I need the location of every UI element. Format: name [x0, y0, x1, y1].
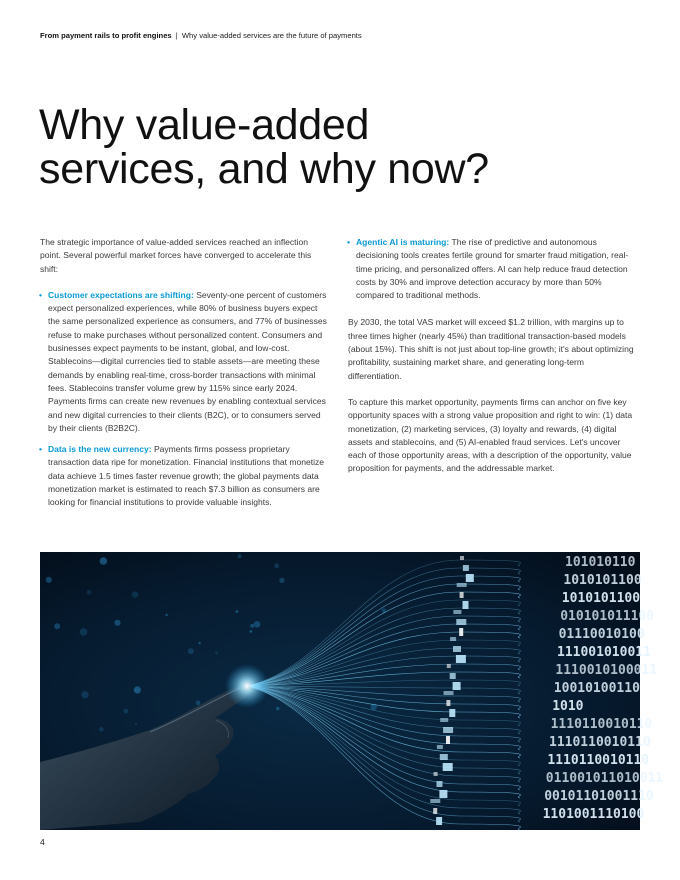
bokeh-dot: [46, 577, 52, 583]
data-pixel: [440, 754, 448, 760]
data-pixel: [463, 601, 469, 609]
data-pixel: [466, 574, 474, 582]
binary-row-text: 01110010100: [558, 627, 645, 642]
bokeh-dot: [80, 628, 88, 636]
bokeh-dot: [114, 620, 120, 626]
bullet-dot-icon: •: [39, 289, 42, 300]
bokeh-dot: [215, 652, 218, 655]
data-pixel: [434, 772, 438, 776]
bokeh-dot: [87, 590, 92, 595]
data-pixel: [436, 817, 442, 825]
binary-row-text: 101010110: [565, 555, 636, 570]
header-separator: |: [175, 31, 178, 40]
binary-row-text: 010101011100: [560, 609, 655, 624]
bokeh-dot: [132, 591, 138, 597]
data-pixel: [430, 799, 440, 803]
digital-hand-illustration: [40, 552, 664, 830]
title-line-2: services, and why now?: [39, 145, 489, 193]
data-pixel: [439, 790, 447, 798]
data-pixel: [444, 691, 454, 695]
bullet-heading: Data is the new currency:: [48, 444, 152, 455]
bullet-data-currency: [40, 443, 330, 509]
data-pixel: [433, 808, 437, 814]
running-header: [40, 31, 362, 40]
data-pixel: [460, 556, 464, 560]
data-pixel: [453, 682, 461, 690]
bokeh-dot: [165, 614, 167, 616]
data-pixel: [447, 664, 451, 668]
bokeh-dot: [124, 709, 129, 714]
bokeh-dot: [235, 610, 238, 613]
header-chapter: Why value-added services are the future of payments: [181, 31, 362, 40]
right-column: [348, 236, 638, 489]
bokeh-dot: [274, 563, 279, 568]
data-pixel: [449, 709, 455, 717]
data-pixel: [443, 727, 453, 733]
bullet-heading: Agentic AI is maturing:: [356, 237, 450, 247]
data-pixel: [446, 700, 450, 706]
bokeh-dot: [135, 723, 137, 725]
data-pixel: [437, 745, 443, 749]
data-pixel: [463, 565, 469, 571]
binary-row-text: 00101101001110: [544, 789, 654, 804]
binary-row-text: 1110110010110: [549, 735, 651, 750]
data-pixel: [459, 628, 463, 636]
data-pixel: [446, 736, 450, 744]
bokeh-dot: [198, 642, 200, 644]
bokeh-dot: [250, 630, 253, 633]
page-title: [39, 103, 599, 191]
bullet-dot-icon: •: [347, 237, 350, 247]
intro-paragraph: The strategic importance of value-added services reached an inflection point. Several powerful market forces have converged to accelerate this shift:: [40, 237, 312, 274]
data-pixel: [453, 646, 461, 652]
bokeh-dot: [134, 686, 141, 693]
bokeh-dot: [54, 623, 60, 629]
bokeh-dot: [250, 624, 254, 628]
binary-row-text: 1010101100: [563, 573, 642, 588]
data-pixel: [437, 781, 443, 787]
data-pixel: [460, 592, 464, 598]
bokeh-dot: [99, 727, 104, 732]
bokeh-dot: [100, 557, 108, 565]
opportunity-paragraph: To capture this market opportunity, payments firms can anchor on five key opportunity spaces with a strong value proposition and right to win: (1) data monetization, (2) marketing services, (3) loyalty and rewards, (4) digital assets and stablecoins, and (5) AI-enabled fraud services. Let's uncover each of those opportunity areas, with a description of the opportunity, value proposition for payments, and the addressable market.: [348, 396, 633, 474]
bullet-agentic-ai: [348, 236, 638, 302]
bullet-text: The rise of predictive and autonomous decisioning tools creates fertile ground for smarter fraud mitigation, real-time pricing, and personalized offers. AI can help reduce fraud detection costs by 30% and improve detection accuracy by more than 50% compared to traditional methods.: [356, 237, 629, 301]
data-pixel: [457, 583, 467, 587]
binary-row-text: 111001010011: [557, 645, 651, 660]
binary-row-text: 011001011010011: [545, 771, 664, 786]
bullet-text: Payments firms possess proprietary transaction data ripe for monetization. Financial institutions that monetize data achieve 1.5 times faster revenue growth; the global payments data monetization market is estimated to reach $7.3 billion as consumers are looking for financial institutions to provide valuable insights.: [48, 444, 325, 508]
binary-row-text: 1110110010110: [547, 753, 650, 768]
bokeh-dot: [188, 648, 194, 654]
left-column: [40, 236, 330, 518]
binary-row-text: 1010101100: [561, 591, 641, 606]
binary-row-text: 1110110010110: [550, 717, 653, 732]
right-bullet-list: [348, 236, 638, 302]
bullet-heading: Customer expectations are shifting:: [48, 289, 194, 300]
data-pixel: [453, 610, 461, 614]
page-number: 4: [40, 837, 45, 847]
binary-row-text: 1101001110100: [542, 807, 645, 822]
bokeh-dot: [254, 621, 261, 628]
bokeh-dot: [81, 691, 88, 698]
bullet-text: Seventy-one percent of customers expect personalized experiences, while 80% of business buyers expect the same personalized experience as consumers, and 77% of businesses refuse to make purchases without personalized content. Consumers and businesses expect payments to be instant, global, and low-cost. Stablecoins—digital currencies tied to stable assets—are meeting these demands by enabling real-time, cross-border transactions with minimal fees. Stablecoins transfer volume grew by 115% since early 2024. Payments firms can create new revenues by enabling contextual services and new digital currencies to their clients (B2C), or to consumers served by their clients (B2B2C).: [48, 289, 327, 433]
header-section: From payment rails to profit engines: [40, 31, 172, 40]
data-pixel: [450, 673, 456, 679]
binary-row-text: 1010: [552, 699, 584, 714]
bokeh-dot: [279, 578, 284, 583]
data-pixel: [456, 655, 466, 663]
bokeh-dot: [276, 707, 279, 710]
binary-row-text: 1110010100011: [555, 663, 658, 678]
fingertip-glow: [225, 664, 269, 708]
binary-row-text: 10010100110: [553, 681, 640, 696]
data-pixel: [440, 718, 448, 722]
title-line-1: Why value-added: [39, 101, 370, 149]
hero-image: [40, 552, 664, 830]
data-pixel: [450, 637, 456, 641]
bullet-customer-expectations: [40, 289, 330, 435]
bokeh-dot: [238, 554, 242, 558]
left-bullet-list: [40, 289, 330, 510]
market-size-paragraph: By 2030, the total VAS market will exceed $1.2 trillion, with margins up to three times higher (nearly 45%) than traditional transaction-based models (about 15%). This shift is not just about top-line growth; it's about optimizing profitability, sustaining market share, and generating long-term differentiation.: [348, 317, 634, 381]
data-pixel: [456, 619, 466, 625]
bullet-dot-icon: •: [39, 444, 42, 455]
data-pixel: [443, 763, 453, 771]
bokeh-dot: [196, 701, 201, 706]
